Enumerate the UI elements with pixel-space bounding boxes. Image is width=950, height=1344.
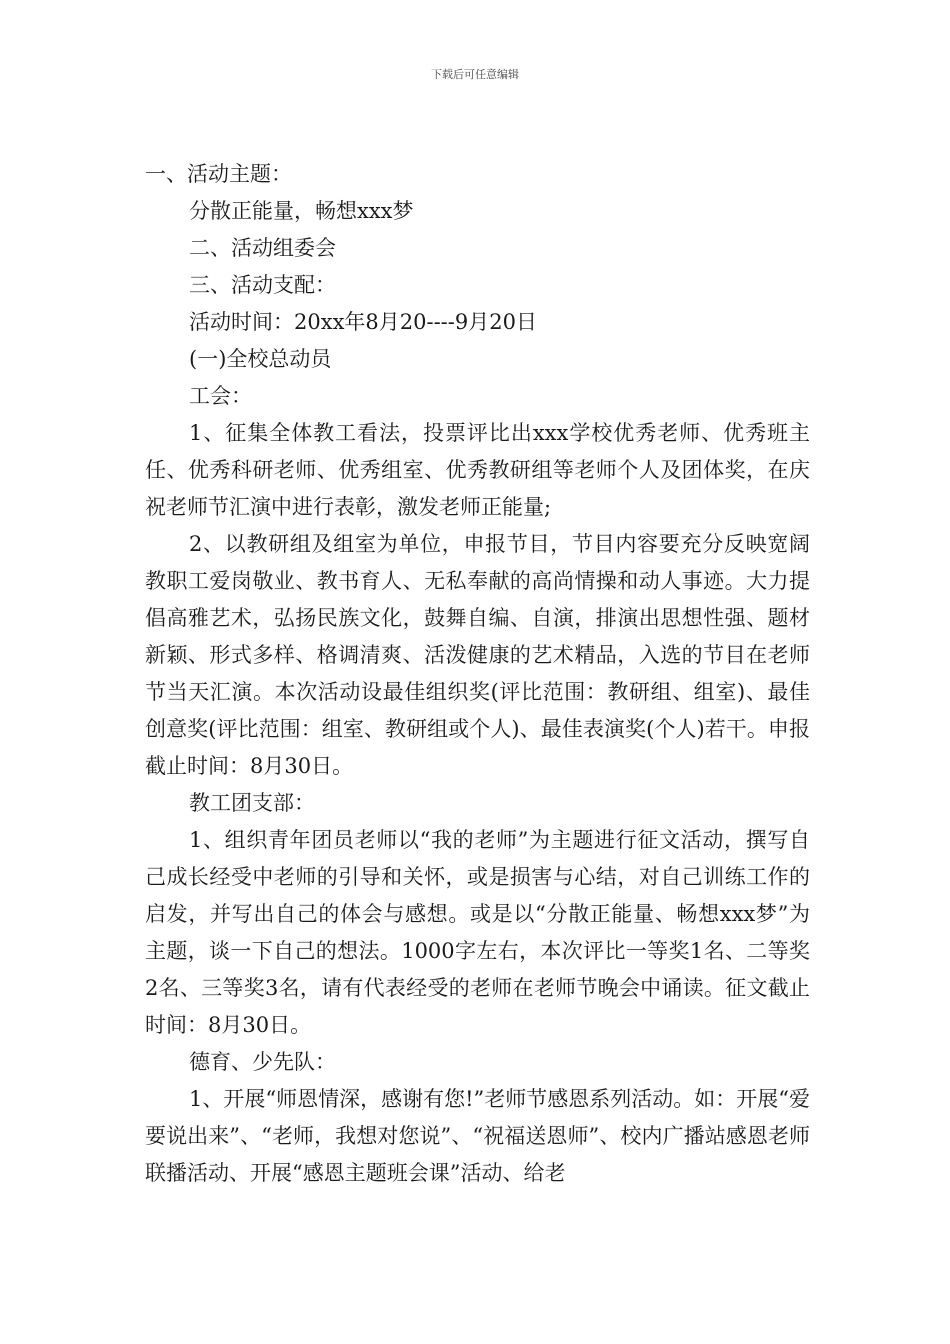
paragraph: 1、组织青年团员老师以“我的老师”为主题进行征文活动，撰写自己成长经受中老师的引导和关怀，或是损害与心结，对自己训练工作的启发，并写出自己的体会与感想。或是以“分散正能量、畅想xxx梦”为主题，谈一下自己的想法。1000字左右，本次评比一等奖1名、二等奖2名、三等奖3名，请有代表经受的老师在老师节晚会中诵读。征文截止时间：8月30日。 [145,828,810,1037]
page-header: 下载后可任意编辑 [431,68,519,81]
subsection-heading: 教工团支部： [189,791,315,815]
document-body [145,156,810,1192]
subsection-heading: (一)全校总动员 [189,347,332,371]
paragraph: 1、开展“师恩情深，感谢有您!”老师节感恩系列活动。如：开展“爱要说出来”、“老师，我想对您说”、“祝福送恩师”、校内广播站感恩老师联播活动、开展“感恩主题班会课”活动、给老 [145,1087,811,1185]
subsection-heading: 工会： [189,384,252,408]
subsection-heading: 德育、少先队： [189,1050,336,1074]
paragraph: 活动时间：20xx年8月20----9月20日 [189,310,537,334]
section-heading-committee: 二、活动组委会 [189,236,336,260]
section-heading-theme: 一、活动主题： [145,162,292,186]
paragraph: 2、以教研组及组室为单位，申报节目，节目内容要充分反映宽阔教职工爱岗敬业、教书育人、无私奉献的高尚情操和动人事迹。大力提倡高雅艺术，弘扬民族文化，鼓舞自编、自演，排演出思想性强、题材新颖、形式多样、格调清爽、活泼健康的艺术精品，入选的节目在老师节当天汇演。本次活动设最佳组织奖(评比范围：教研组、组室)、最佳创意奖(评比范围：组室、教研组或个人)、最佳表演奖(个人)若干。申报截止时间：8月30日。 [145,532,810,778]
paragraph: 分散正能量，畅想xxx梦 [189,199,414,223]
section-heading-arrangement: 三、活动支配： [189,273,336,297]
paragraph: 1、征集全体教工看法，投票评比出xxx学校优秀老师、优秀班主任、优秀科研老师、优秀组室、优秀教研组等老师个人及团体奖，在庆祝老师节汇演中进行表彰，激发老师正能量; [145,421,810,519]
